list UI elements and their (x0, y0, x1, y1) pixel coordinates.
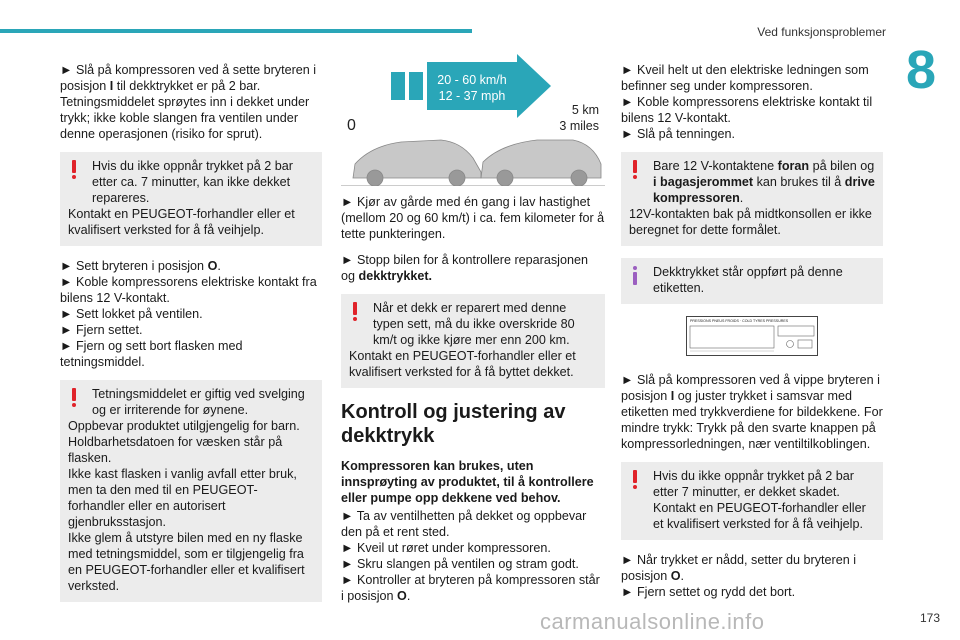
column-2 (341, 54, 605, 604)
warning-icon (70, 160, 78, 180)
speed-mph: 12 - 37 mph (438, 89, 506, 103)
label-title: PRESSIONS PNEUS FROIDS · COLD TYRES PRESSURES (690, 319, 789, 323)
steps-list-3: ► Kveil helt ut den elektriske ledningen som befinner seg under kompressoren. ► Koble kompressorens elektriske kontakt til bilens 12 V-kontakt. ► Slå på tenningen. (621, 63, 873, 141)
step-pump: ► Slå på kompressoren ved å vippe bryteren i posisjon I og juster trykket i samsvar med etiketten med trykkverdiene for bildekkene. For mindre trykk: Trykk på den svarte knappen på kompressorledningen, nær ventiltilkoblingen. (621, 373, 883, 451)
steps-list-1: ► Sett bryteren i posisjon O. ► Koble kompressorens elektriske kontakt fra bilens 12 V-kontakt. ► Sett lokket på ventilen. ► Fjern settet. ► Fjern og sett bort flasken med tetningsmiddel. (60, 259, 317, 369)
tyre-pressure-label-image (686, 316, 818, 356)
warning-icon (631, 470, 639, 490)
section-title: Ved funksjonsproblemer (757, 25, 886, 39)
warning-box-damaged-tyre: Hvis du ikke oppnår trykket på 2 bar etter 7 minutter, er dekket skadet. Kontakt en PEUGEOT-forhandler eller et kvalifisert verksted for å få veihjelp. (621, 462, 883, 540)
distance-start: 0 (347, 117, 356, 134)
warning-icon (351, 302, 359, 322)
warning-box-sealant: Tetningsmiddelet er giftig ved svelging og er irriterende for øynene. Oppbevar produktet utilgjengelig for barn. Holdbarhetsdatoen for væsken står på flasken. Ikke kast flasken i vanlig avfall etter bruk, men ta den med til en PEUGEOT-forhandler eller en autorisert gjenbruksstasjon. Ikke glem å utstyre bilen med en ny flaske med tetningsmiddel, som er tilgjengelig fra en PEUGEOT-forhandler eller et kvalifisert verksted. (60, 380, 322, 602)
drive-illustration-svg (341, 54, 605, 186)
intro-text: Kompressoren kan brukes, uten innsprøyting av produktet, til å kontrollere eller pumpe opp dekkene ved behov. (341, 459, 594, 505)
steps-list-2: ► Ta av ventilhetten på dekket og oppbevar den på et rent sted. ► Kveil ut røret under kompressoren. ► Skru slangen på ventilen og stram godt. ► Kontroller at bryteren på kompressoren står i posisjon O. (341, 509, 600, 603)
column-3 (621, 62, 883, 600)
step-drive: ► Kjør av gårde med én gang i lav hastighet (mellom 20 og 60 km/t) i ca. fem kilometer for å tette punkteringen. (341, 195, 605, 241)
step-compressor-on: ► Slå på kompressoren ved å sette bryteren i posisjon I til dekktrykket er på 2 bar. Tetningsmiddelet sprøytes inn i dekket under trykk; ikke koble slangen fra ventilen under denne operasjonen (risiko for sprut). (60, 63, 317, 141)
car-illustration (353, 140, 601, 186)
warning-box-pressure: Hvis du ikke oppnår trykket på 2 bar etter ca. 7 minutter, kan ikke dekket repareres. Kontakt en PEUGEOT-forhandler eller et kvalifisert verksted for å få veihjelp. (60, 152, 322, 246)
steps-list-4: ► Når trykket er nådd, setter du bryteren i posisjon O. ► Fjern settet og rydd det bort. (621, 553, 857, 599)
speed-kmh: 20 - 60 km/h (437, 73, 507, 87)
column-1 (60, 62, 322, 614)
distance-km: 5 km (571, 103, 599, 117)
warning-icon (70, 388, 78, 408)
watermark: carmanualsonline.info (540, 609, 765, 634)
step-stop-check: ► Stopp bilen for å kontrollere reparasjonen og dekktrykket. (341, 253, 588, 283)
drive-speed-illustration (341, 54, 605, 186)
page-number: 173 (919, 611, 940, 625)
chapter-tab (896, 40, 960, 100)
info-icon (631, 266, 639, 286)
warning-box-12v-sockets: Bare 12 V-kontaktene foran på bilen og i bagasjerommet kan brukes til å drive kompressoren. 12V-kontakten bak på midtkonsollen er ikke beregnet for dette formålet. (621, 152, 883, 246)
header-accent-bar (0, 29, 472, 33)
warning-icon (631, 160, 639, 180)
info-box-label: Dekktrykket står oppført på denne etiketten. (621, 258, 883, 304)
distance-miles: 3 miles (559, 119, 599, 133)
warning-box-speed-limit: Når et dekk er reparert med denne typen sett, må du ikke overskride 80 km/t og ikke kjøre mer enn 200 km. Kontakt en PEUGEOT-forhandler eller et kvalifisert verksted for å få byttet dekket. (341, 294, 605, 388)
heading-pressure-check: Kontroll og justering av dekktrykk (341, 401, 566, 447)
chapter-number: 8 (906, 40, 937, 100)
